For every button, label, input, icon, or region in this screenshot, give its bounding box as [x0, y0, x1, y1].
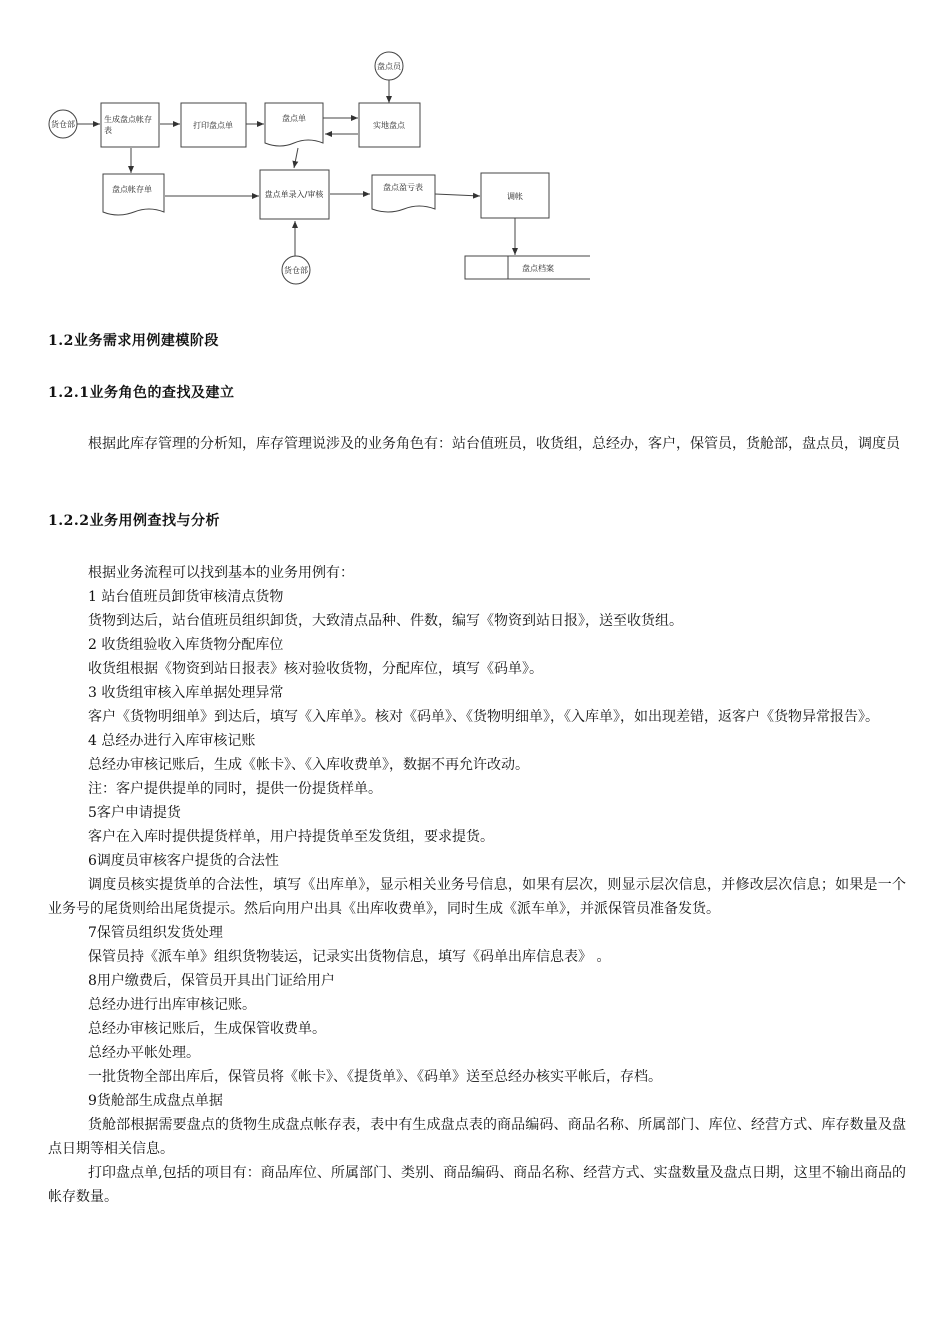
node-profit-loss-table-shape	[372, 175, 435, 212]
use-case-line: 一批货物全部出库后，保管员将《帐卡》、《提货单》、《码单》送至总经办核实平帐后，存档。	[88, 1069, 662, 1085]
use-case-line: 总经办平帐处理。	[88, 1045, 200, 1061]
use-case-line: 客户在入库时提供提货样单，用户持提货单至发货组，要求提货。	[88, 829, 494, 845]
use-case-line: 收货组根据《物资到站日报表》核对验收货物，分配库位，填写《码单》。	[88, 661, 543, 677]
use-case-line: 4 总经办进行入库审核记账	[88, 733, 256, 749]
node-warehouse-dept-left: 货仓部	[51, 120, 75, 129]
use-case-line: 根据业务流程可以找到基本的业务用例有：	[88, 565, 354, 581]
flow-arrow	[435, 194, 480, 196]
node-physical-count: 实地盘点	[373, 121, 405, 130]
use-case-line: 调度员核实提货单的合法性，填写《出库单》，显示相关业务号信息，如果有层次，则显示层次信息，并修改层次信息；如果是一个业务号的尾货则给出尾货提示。然后向用户出具《出库收费单》，同时生成《派车单》，并派保管员准备发货。	[48, 877, 906, 917]
inventory-flow-diagram	[0, 0, 950, 300]
node-gen-inventory-table: 生成盘点帐存表	[104, 115, 152, 135]
use-case-line: 注：客户提供提单的同时，提供一份提货样单。	[88, 781, 382, 797]
node-book-inventory-sheet-shape	[103, 174, 164, 215]
use-case-line: 货物到达后，站台值班员组织卸货，大致清点品种、件数，编写《物资到站日报》，送至收货组。	[88, 613, 683, 629]
use-case-line: 总经办进行出库审核记账。	[88, 997, 256, 1013]
roles-paragraph-block	[48, 432, 906, 456]
node-archive: 盘点档案	[522, 264, 554, 273]
node-entry-audit: 盘点单录入/审核	[264, 190, 324, 199]
roles-paragraph: 根据此库存管理的分析知，库存管理说涉及的业务角色有：站台值班员，收货组，总经办，客户，保管员，货舱部，盘点员，调度员	[88, 436, 900, 452]
node-print-sheet: 打印盘点单	[193, 121, 233, 130]
node-book-inventory-sheet: 盘点帐存单	[112, 185, 152, 194]
use-case-list	[48, 561, 906, 1209]
node-counter: 盘点员	[377, 62, 401, 71]
heading-1-2-1: 1.2.1业务角色的查找及建立	[48, 385, 235, 401]
heading-1-2: 1.2业务需求用例建模阶段	[48, 333, 219, 349]
node-profit-loss-table: 盘点盈亏表	[383, 183, 423, 192]
node-adjust-account: 调帐	[507, 192, 523, 201]
use-case-line: 保管员持《派车单》组织货物装运，记录实出货物信息，填写《码单出库信息表》 。	[88, 949, 611, 965]
use-case-line: 打印盘点单,包括的项目有：商品库位、所属部门、类别、商品编码、商品名称、经营方式、实盘数量及盘点日期，这里不输出商品的帐存数量。	[48, 1165, 906, 1205]
node-inventory-sheet-shape	[265, 103, 323, 146]
heading-1-2-2: 1.2.2业务用例查找与分析	[48, 513, 220, 529]
use-case-line: 8用户缴费后，保管员开具出门证给用户	[88, 973, 335, 989]
node-gen-inventory-table-shape	[101, 103, 159, 147]
use-case-line: 6调度员审核客户提货的合法性	[88, 853, 279, 869]
use-case-line: 7保管员组织发货处理	[88, 925, 223, 941]
node-inventory-sheet: 盘点单	[282, 114, 306, 123]
use-case-line: 1 站台值班员卸货审核清点货物	[88, 589, 284, 605]
use-case-line: 2 收货组验收入库货物分配库位	[88, 637, 284, 653]
use-case-line: 货舱部根据需要盘点的货物生成盘点帐存表，表中有生成盘点表的商品编码、商品名称、所属部门、库位、经营方式、库存数量及盘点日期等相关信息。	[48, 1117, 906, 1157]
node-warehouse-dept-bottom: 货仓部	[284, 266, 308, 275]
use-case-line: 5客户申请提货	[88, 805, 181, 821]
use-case-line: 客户《货物明细单》到达后，填写《入库单》。核对《码单》、《货物明细单》，《入库单》，如出现差错，返客户《货物异常报告》。	[88, 709, 879, 725]
use-case-line: 总经办审核记账后，生成保管收费单。	[88, 1021, 326, 1037]
use-case-line: 总经办审核记账后，生成《帐卡》、《入库收费单》，数据不再允许改动。	[88, 757, 529, 773]
use-case-line: 3 收货组审核入库单据处理异常	[88, 685, 284, 701]
flow-arrow	[294, 148, 298, 168]
use-case-line: 9货舱部生成盘点单据	[88, 1093, 223, 1109]
